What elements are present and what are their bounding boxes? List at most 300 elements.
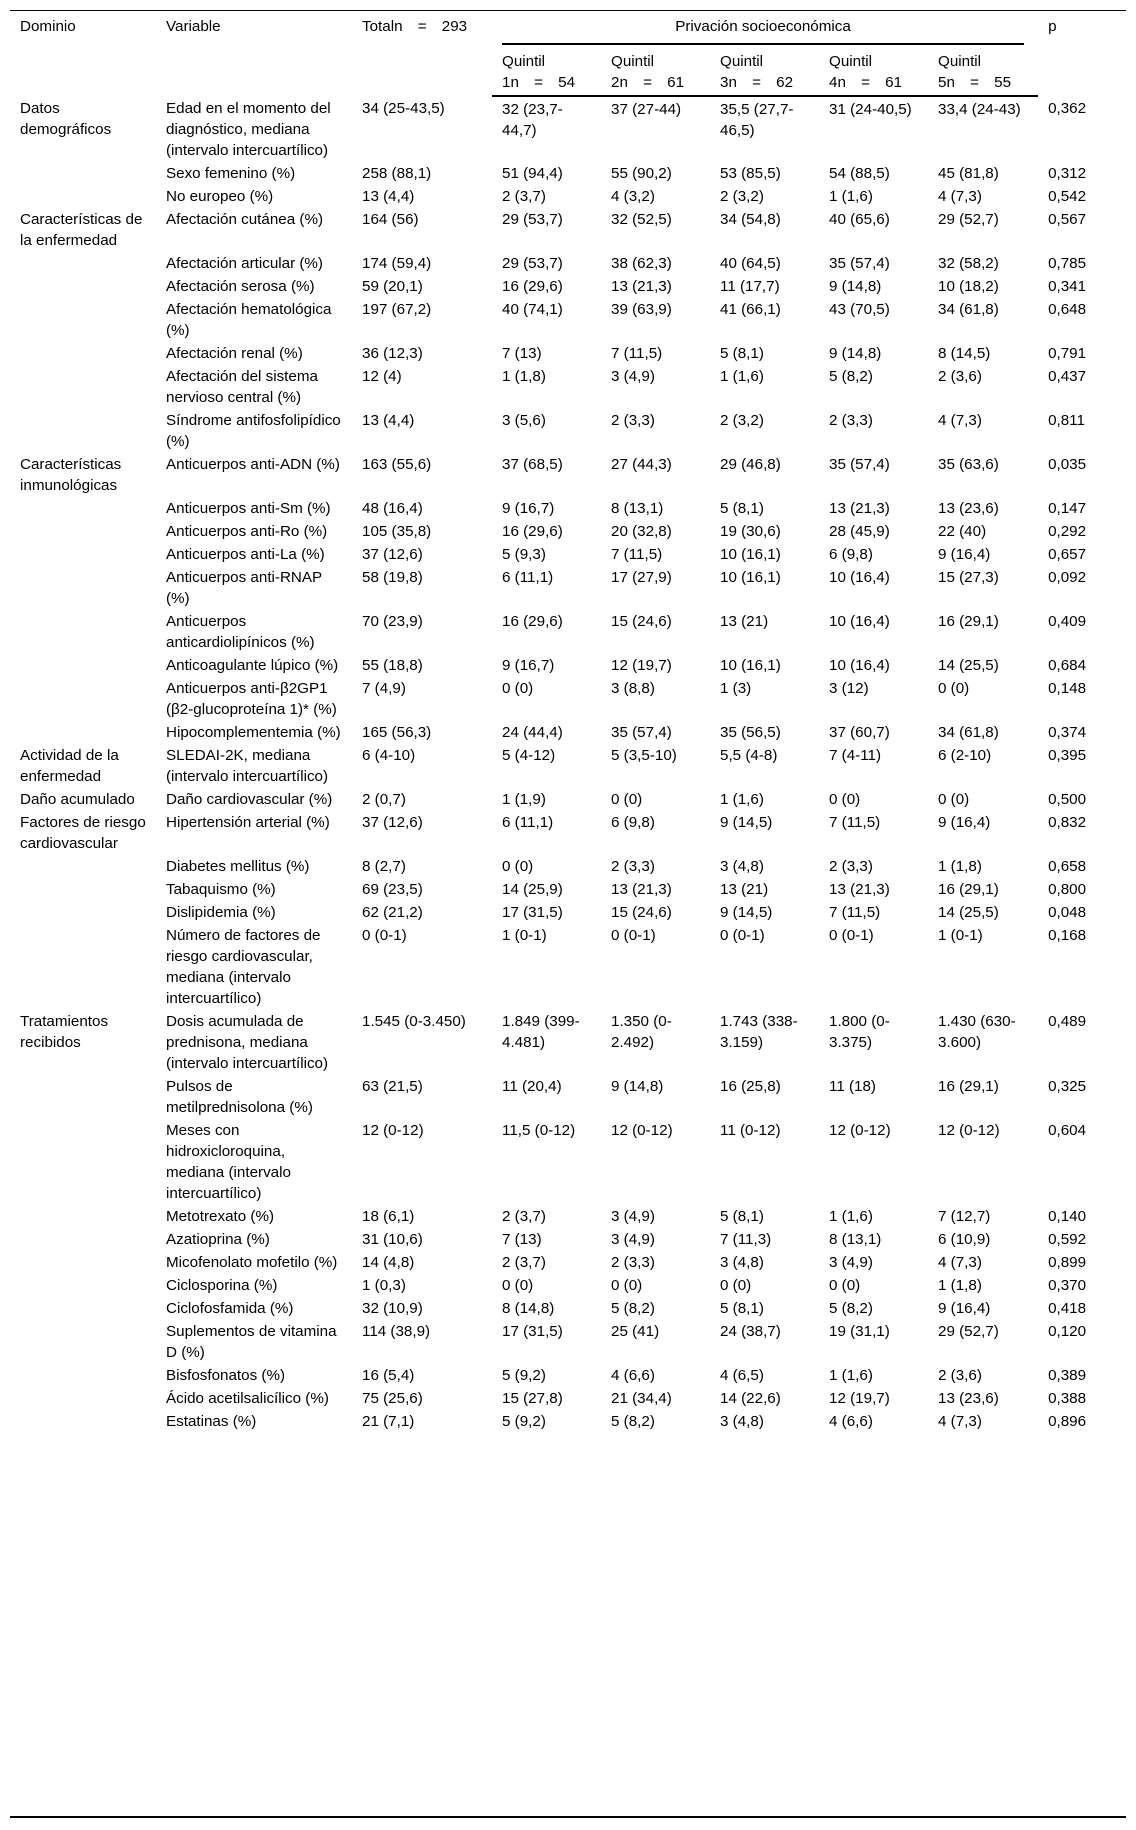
- cell-domain: [10, 410, 156, 454]
- cell-quintil-2: 5 (8,2): [611, 1300, 655, 1317]
- cell-quintil-4: 3 (4,9): [829, 1254, 873, 1271]
- header-quintil-5: Quintil 5n = 55: [928, 49, 1038, 96]
- cell-quintil-2: 0 (0): [611, 1277, 643, 1294]
- cell-total: 13 (4,4): [362, 412, 415, 429]
- cell-p: 0,500: [1048, 791, 1087, 808]
- cell-variable: Azatioprina (%): [166, 1231, 270, 1248]
- cell-quintil-5: 15 (27,3): [938, 569, 999, 586]
- cell-variable: Dislipidemia (%): [166, 904, 276, 921]
- cell-quintil-4: 7 (11,5): [829, 814, 881, 831]
- cell-p: 0,325: [1048, 1078, 1087, 1095]
- cell-domain: Características de la enfermedad: [20, 211, 143, 249]
- cell-quintil-2: 55 (90,2): [611, 165, 672, 182]
- cell-quintil-5: 12 (0-12): [938, 1122, 1000, 1139]
- cell-quintil-4: 1.800 (0-3.375): [829, 1013, 890, 1051]
- cell-variable: Afectación cutánea (%): [166, 211, 324, 228]
- cell-p: 0,604: [1048, 1122, 1087, 1139]
- cell-domain: Actividad de la enfermedad: [20, 747, 119, 785]
- cell-domain: [10, 722, 156, 745]
- cell-quintil-5: 34 (61,8): [938, 301, 999, 318]
- cell-total: 37 (12,6): [362, 814, 423, 831]
- cell-quintil-2: 39 (63,9): [611, 301, 672, 318]
- cell-quintil-1: 1 (1,9): [502, 791, 546, 808]
- cell-quintil-1: 7 (13): [502, 1231, 542, 1248]
- table-row: [10, 96, 1126, 163]
- cell-quintil-2: 5 (3,5-10): [611, 747, 677, 764]
- cell-total: 6 (4-10): [362, 747, 416, 764]
- cell-variable: Suplementos de vitamina D (%): [166, 1323, 337, 1361]
- table-row: [10, 1011, 1126, 1076]
- cell-quintil-1: 32 (23,7-44,7): [502, 101, 563, 139]
- cell-quintil-5: 1 (1,8): [938, 858, 982, 875]
- cell-variable: Diabetes mellitus (%): [166, 858, 310, 875]
- cell-quintil-3: 35,5 (27,7-46,5): [720, 101, 794, 139]
- cell-p: 0,140: [1048, 1208, 1087, 1225]
- cell-quintil-2: 2 (3,3): [611, 1254, 655, 1271]
- cell-p: 0,147: [1048, 500, 1087, 517]
- table-row: [10, 1229, 1126, 1252]
- cell-quintil-4: 2 (3,3): [829, 858, 873, 875]
- table-row: [10, 186, 1126, 209]
- cell-p: 0,362: [1048, 100, 1087, 117]
- header-dominio: Dominio: [20, 18, 76, 35]
- cell-quintil-1: 3 (5,6): [502, 412, 546, 429]
- cell-p: 0,896: [1048, 1413, 1087, 1430]
- cell-quintil-5: 45 (81,8): [938, 165, 999, 182]
- cell-variable: Hipertensión arterial (%): [166, 814, 330, 831]
- cell-quintil-4: 12 (0-12): [829, 1122, 891, 1139]
- cell-quintil-3: 40 (64,5): [720, 255, 781, 272]
- cell-quintil-5: 9 (16,4): [938, 1300, 991, 1317]
- cell-p: 0,312: [1048, 165, 1087, 182]
- header-quintil-2: Quintil 2n = 61: [601, 49, 710, 96]
- cell-quintil-3: 19 (30,6): [720, 523, 781, 540]
- cell-variable: Bisfosfonatos (%): [166, 1367, 286, 1384]
- cell-quintil-4: 31 (24-40,5): [829, 101, 912, 118]
- cell-total: 14 (4,8): [362, 1254, 415, 1271]
- cell-domain: [10, 678, 156, 722]
- cell-domain: [10, 1206, 156, 1229]
- cell-quintil-5: 9 (16,4): [938, 814, 991, 831]
- cell-variable: Sexo femenino (%): [166, 165, 296, 182]
- cell-domain: [10, 856, 156, 879]
- table-row: [10, 722, 1126, 745]
- cell-quintil-3: 29 (46,8): [720, 456, 781, 473]
- cell-quintil-5: 4 (7,3): [938, 1413, 982, 1430]
- cell-domain: [10, 1298, 156, 1321]
- cell-quintil-1: 17 (31,5): [502, 904, 563, 921]
- cell-quintil-4: 19 (31,1): [829, 1323, 890, 1340]
- table-row: [10, 410, 1126, 454]
- cell-quintil-2: 6 (9,8): [611, 814, 655, 831]
- table-bottom-rule: [10, 1816, 1126, 1818]
- cell-quintil-4: 2 (3,3): [829, 412, 873, 429]
- cell-total: 164 (56): [362, 211, 419, 228]
- cell-domain: [10, 567, 156, 611]
- cell-quintil-5: 4 (7,3): [938, 188, 982, 205]
- table-row: [10, 209, 1126, 253]
- cell-quintil-5: 0 (0): [938, 680, 970, 697]
- cell-quintil-3: 16 (25,8): [720, 1078, 781, 1095]
- cell-total: 1 (0,3): [362, 1277, 406, 1294]
- cell-total: 105 (35,8): [362, 523, 432, 540]
- table-row: [10, 343, 1126, 366]
- cell-total: 12 (0-12): [362, 1122, 424, 1139]
- cell-total: 62 (21,2): [362, 904, 423, 921]
- cell-quintil-3: 13 (21): [720, 881, 769, 898]
- cell-domain: [10, 655, 156, 678]
- cell-quintil-1: 17 (31,5): [502, 1323, 563, 1340]
- cell-domain: [10, 925, 156, 1011]
- cell-quintil-5: 13 (23,6): [938, 1390, 999, 1407]
- cell-variable: Anticuerpos anti-La (%): [166, 546, 325, 563]
- cell-quintil-3: 5 (8,1): [720, 1300, 764, 1317]
- cell-quintil-2: 13 (21,3): [611, 881, 672, 898]
- cell-total: 21 (7,1): [362, 1413, 415, 1430]
- data-table: [10, 10, 1126, 1434]
- cell-total: 31 (10,6): [362, 1231, 423, 1248]
- cell-quintil-5: 35 (63,6): [938, 456, 999, 473]
- cell-quintil-4: 28 (45,9): [829, 523, 890, 540]
- cell-quintil-5: 7 (12,7): [938, 1208, 991, 1225]
- cell-total: 37 (12,6): [362, 546, 423, 563]
- cell-domain: [10, 1411, 156, 1434]
- cell-total: 63 (21,5): [362, 1078, 423, 1095]
- cell-quintil-3: 41 (66,1): [720, 301, 781, 318]
- table-row: [10, 1206, 1126, 1229]
- cell-variable: Anticoagulante lúpico (%): [166, 657, 339, 674]
- cell-variable: Edad en el momento del diagnóstico, mediana (intervalo intercuartílico): [166, 100, 331, 159]
- cell-p: 0,370: [1048, 1277, 1087, 1294]
- cell-total: 36 (12,3): [362, 345, 423, 362]
- cell-domain: [10, 1252, 156, 1275]
- cell-quintil-2: 17 (27,9): [611, 569, 672, 586]
- cell-quintil-4: 0 (0): [829, 1277, 861, 1294]
- cell-quintil-2: 15 (24,6): [611, 613, 672, 630]
- cell-domain: [10, 521, 156, 544]
- cell-total: 163 (55,6): [362, 456, 432, 473]
- cell-quintil-1: 0 (0): [502, 858, 534, 875]
- cell-quintil-1: 40 (74,1): [502, 301, 563, 318]
- cell-variable: Anticuerpos anti-Sm (%): [166, 500, 331, 517]
- cell-domain: [10, 1229, 156, 1252]
- cell-domain: Características inmunológicas: [20, 456, 122, 494]
- table-row: [10, 1275, 1126, 1298]
- cell-quintil-5: 2 (3,6): [938, 1367, 982, 1384]
- cell-total: 48 (16,4): [362, 500, 423, 517]
- cell-quintil-4: 13 (21,3): [829, 500, 890, 517]
- cell-quintil-2: 25 (41): [611, 1323, 660, 1340]
- cell-quintil-3: 34 (54,8): [720, 211, 781, 228]
- cell-quintil-2: 20 (32,8): [611, 523, 672, 540]
- table-row: [10, 253, 1126, 276]
- cell-quintil-3: 9 (14,5): [720, 904, 773, 921]
- cell-quintil-1: 51 (94,4): [502, 165, 563, 182]
- cell-quintil-4: 4 (6,6): [829, 1413, 873, 1430]
- cell-domain: [10, 299, 156, 343]
- cell-total: 69 (23,5): [362, 881, 423, 898]
- cell-quintil-5: 14 (25,5): [938, 657, 999, 674]
- cell-quintil-2: 3 (4,9): [611, 1208, 655, 1225]
- cell-quintil-3: 3 (4,8): [720, 1413, 764, 1430]
- cell-quintil-3: 1.743 (338-3.159): [720, 1013, 798, 1051]
- table-row: [10, 1388, 1126, 1411]
- cell-quintil-3: 13 (21): [720, 613, 769, 630]
- cell-quintil-2: 5 (8,2): [611, 1413, 655, 1430]
- table-row: [10, 498, 1126, 521]
- cell-quintil-5: 13 (23,6): [938, 500, 999, 517]
- cell-quintil-1: 24 (44,4): [502, 724, 563, 741]
- header-quintil-4: Quintil 4n = 61: [819, 49, 928, 96]
- cell-domain: [10, 498, 156, 521]
- cell-total: 18 (6,1): [362, 1208, 415, 1225]
- cell-p: 0,395: [1048, 747, 1087, 764]
- cell-domain: [10, 1275, 156, 1298]
- cell-p: 0,388: [1048, 1390, 1087, 1407]
- cell-quintil-5: 16 (29,1): [938, 881, 999, 898]
- cell-domain: [10, 186, 156, 209]
- cell-quintil-2: 4 (6,6): [611, 1367, 655, 1384]
- cell-variable: Meses con hidroxicloroquina, mediana (intervalo intercuartílico): [166, 1122, 291, 1202]
- cell-total: 12 (4): [362, 368, 402, 385]
- cell-quintil-4: 54 (88,5): [829, 165, 890, 182]
- table-row: [10, 521, 1126, 544]
- cell-quintil-1: 5 (9,2): [502, 1367, 546, 1384]
- cell-quintil-2: 4 (3,2): [611, 188, 655, 205]
- cell-quintil-5: 1.430 (630-3.600): [938, 1013, 1016, 1051]
- cell-total: 70 (23,9): [362, 613, 423, 630]
- table-row: [10, 611, 1126, 655]
- cell-p: 0,684: [1048, 657, 1087, 674]
- cell-quintil-3: 7 (11,3): [720, 1231, 772, 1248]
- cell-quintil-2: 1.350 (0-2.492): [611, 1013, 672, 1051]
- cell-variable: Pulsos de metilprednisolona (%): [166, 1078, 313, 1116]
- cell-quintil-1: 2 (3,7): [502, 1254, 546, 1271]
- cell-variable: Afectación hematológica (%): [166, 301, 332, 339]
- cell-total: 114 (38,9): [362, 1323, 431, 1340]
- header-quintil-3: Quintil 3n = 62: [710, 49, 819, 96]
- cell-variable: Afectación serosa (%): [166, 278, 315, 295]
- cell-quintil-4: 13 (21,3): [829, 881, 890, 898]
- cell-quintil-2: 13 (21,3): [611, 278, 672, 295]
- cell-variable: Anticuerpos anti-ADN (%): [166, 456, 340, 473]
- cell-variable: Ciclofosfamida (%): [166, 1300, 294, 1317]
- cell-quintil-4: 8 (13,1): [829, 1231, 882, 1248]
- cell-quintil-2: 0 (0-1): [611, 927, 656, 944]
- cell-quintil-3: 24 (38,7): [720, 1323, 781, 1340]
- cell-quintil-1: 1 (0-1): [502, 927, 547, 944]
- cell-p: 0,542: [1048, 188, 1087, 205]
- cell-p: 0,791: [1048, 345, 1087, 362]
- cell-total: 32 (10,9): [362, 1300, 423, 1317]
- cell-quintil-3: 1 (1,6): [720, 368, 764, 385]
- cell-variable: Tabaquismo (%): [166, 881, 276, 898]
- header-variable: Variable: [166, 18, 221, 35]
- cell-variable: Ciclosporina (%): [166, 1277, 278, 1294]
- cell-quintil-1: 0 (0): [502, 1277, 534, 1294]
- cell-p: 0,811: [1048, 412, 1085, 429]
- cell-quintil-5: 4 (7,3): [938, 1254, 982, 1271]
- table-row: [10, 925, 1126, 1011]
- cell-p: 0,567: [1048, 211, 1087, 228]
- cell-quintil-5: 33,4 (24-43): [938, 101, 1021, 118]
- cell-quintil-3: 4 (6,5): [720, 1367, 764, 1384]
- cell-variable: Micofenolato mofetilo (%): [166, 1254, 338, 1271]
- table-row: [10, 1120, 1126, 1206]
- cell-quintil-1: 1 (1,8): [502, 368, 546, 385]
- cell-quintil-2: 12 (0-12): [611, 1122, 673, 1139]
- cell-p: 0,657: [1048, 546, 1087, 563]
- cell-quintil-1: 0 (0): [502, 680, 534, 697]
- cell-domain: [10, 163, 156, 186]
- cell-quintil-4: 10 (16,4): [829, 657, 890, 674]
- cell-quintil-3: 3 (4,8): [720, 1254, 764, 1271]
- cell-total: 1.545 (0-3.450): [362, 1013, 466, 1030]
- table-row: [10, 454, 1126, 498]
- cell-quintil-5: 29 (52,7): [938, 211, 999, 228]
- table-header: [10, 10, 1126, 96]
- cell-quintil-3: 5 (8,1): [720, 500, 764, 517]
- cell-quintil-5: 1 (0-1): [938, 927, 983, 944]
- cell-quintil-5: 4 (7,3): [938, 412, 982, 429]
- cell-total: 174 (59,4): [362, 255, 432, 272]
- cell-variable: Dosis acumulada de prednisona, mediana (intervalo intercuartílico): [166, 1013, 329, 1072]
- table-row: [10, 276, 1126, 299]
- cell-total: 2 (0,7): [362, 791, 406, 808]
- cell-p: 0,292: [1048, 523, 1087, 540]
- table-row: [10, 789, 1126, 812]
- cell-quintil-3: 0 (0-1): [720, 927, 765, 944]
- cell-quintil-1: 9 (16,7): [502, 500, 555, 517]
- cell-quintil-4: 7 (11,5): [829, 904, 881, 921]
- cell-quintil-5: 22 (40): [938, 523, 987, 540]
- cell-quintil-4: 10 (16,4): [829, 569, 890, 586]
- cell-quintil-1: 11,5 (0-12): [502, 1122, 576, 1139]
- cell-quintil-5: 1 (1,8): [938, 1277, 982, 1294]
- cell-quintil-4: 43 (70,5): [829, 301, 890, 318]
- cell-total: 0 (0-1): [362, 927, 407, 944]
- cell-quintil-2: 0 (0): [611, 791, 643, 808]
- cell-quintil-1: 16 (29,6): [502, 278, 563, 295]
- table-row: [10, 163, 1126, 186]
- cell-quintil-4: 7 (4-11): [829, 747, 882, 764]
- cell-quintil-2: 7 (11,5): [611, 546, 663, 563]
- table-row: [10, 299, 1126, 343]
- cell-p: 0,092: [1048, 569, 1087, 586]
- cell-p: 0,389: [1048, 1367, 1087, 1384]
- cell-quintil-4: 9 (14,8): [829, 345, 882, 362]
- table-row: [10, 1076, 1126, 1120]
- cell-quintil-4: 37 (60,7): [829, 724, 890, 741]
- cell-domain: [10, 1120, 156, 1206]
- cell-quintil-5: 10 (18,2): [938, 278, 999, 295]
- cell-quintil-1: 5 (4-12): [502, 747, 556, 764]
- cell-total: 75 (25,6): [362, 1390, 423, 1407]
- cell-quintil-2: 21 (34,4): [611, 1390, 672, 1407]
- cell-quintil-3: 53 (85,5): [720, 165, 781, 182]
- cell-total: 16 (5,4): [362, 1367, 415, 1384]
- cell-quintil-4: 6 (9,8): [829, 546, 873, 563]
- cell-domain: [10, 1321, 156, 1365]
- cell-quintil-3: 10 (16,1): [720, 569, 781, 586]
- cell-quintil-1: 29 (53,7): [502, 255, 563, 272]
- cell-quintil-2: 2 (3,3): [611, 412, 655, 429]
- header-p: p: [1048, 18, 1057, 35]
- cell-p: 0,418: [1048, 1300, 1087, 1317]
- cell-variable: SLEDAI-2K, mediana (intervalo intercuartílico): [166, 747, 329, 785]
- cell-variable: Afectación del sistema nervioso central (%): [166, 368, 318, 406]
- cell-total: 8 (2,7): [362, 858, 406, 875]
- cell-domain: Daño acumulado: [20, 791, 135, 808]
- cell-total: 258 (88,1): [362, 165, 432, 182]
- cell-domain: Factores de riesgo cardiovascular: [20, 814, 146, 852]
- cell-variable: No europeo (%): [166, 188, 274, 205]
- table-row: [10, 544, 1126, 567]
- cell-quintil-5: 6 (10,9): [938, 1231, 991, 1248]
- cell-p: 0,648: [1048, 301, 1087, 318]
- cell-quintil-2: 3 (8,8): [611, 680, 655, 697]
- table-row: [10, 366, 1126, 410]
- cell-quintil-5: 32 (58,2): [938, 255, 999, 272]
- table-body: [10, 96, 1126, 1434]
- cell-quintil-3: 1 (3): [720, 680, 752, 697]
- cell-domain: [10, 544, 156, 567]
- table-row: [10, 902, 1126, 925]
- cell-quintil-1: 1.849 (399-4.481): [502, 1013, 580, 1051]
- cell-quintil-2: 37 (27-44): [611, 101, 682, 118]
- cell-p: 0,035: [1048, 456, 1087, 473]
- cell-domain: Tratamientos recibidos: [20, 1013, 109, 1051]
- cell-quintil-3: 2 (3,2): [720, 188, 764, 205]
- cell-quintil-2: 35 (57,4): [611, 724, 672, 741]
- cell-quintil-4: 1 (1,6): [829, 1367, 873, 1384]
- table-row: [10, 745, 1126, 789]
- cell-p: 0,168: [1048, 927, 1087, 944]
- cell-quintil-3: 11 (17,7): [720, 278, 780, 295]
- cell-variable: Anticuerpos anti-Ro (%): [166, 523, 328, 540]
- cell-domain: [10, 253, 156, 276]
- cell-p: 0,120: [1048, 1323, 1087, 1340]
- cell-quintil-2: 8 (13,1): [611, 500, 664, 517]
- table-row: [10, 1321, 1126, 1365]
- cell-quintil-4: 12 (19,7): [829, 1390, 890, 1407]
- cell-quintil-4: 0 (0): [829, 791, 861, 808]
- cell-total: 55 (18,8): [362, 657, 423, 674]
- cell-p: 0,832: [1048, 814, 1087, 831]
- cell-p: 0,374: [1048, 724, 1087, 741]
- cell-quintil-4: 1 (1,6): [829, 1208, 873, 1225]
- cell-variable: Anticuerpos anti-β2GP1 (β2-glucoproteína 1)* (%): [166, 680, 337, 718]
- cell-quintil-5: 16 (29,1): [938, 1078, 999, 1095]
- cell-quintil-4: 35 (57,4): [829, 255, 890, 272]
- cell-quintil-5: 6 (2-10): [938, 747, 992, 764]
- cell-variable: Anticuerpos anticardiolipínicos (%): [166, 613, 315, 651]
- cell-quintil-4: 35 (57,4): [829, 456, 890, 473]
- cell-quintil-3: 35 (56,5): [720, 724, 781, 741]
- cell-p: 0,658: [1048, 858, 1087, 875]
- cell-quintil-1: 5 (9,3): [502, 546, 546, 563]
- header-quintil-1: Quintil 1n = 54: [492, 49, 601, 96]
- cell-p: 0,437: [1048, 368, 1087, 385]
- cell-total: 58 (19,8): [362, 569, 423, 586]
- cell-domain: [10, 611, 156, 655]
- cell-quintil-2: 12 (19,7): [611, 657, 672, 674]
- cell-quintil-4: 9 (14,8): [829, 278, 882, 295]
- cell-domain: [10, 902, 156, 925]
- table-row: [10, 655, 1126, 678]
- cell-quintil-3: 11 (0-12): [720, 1122, 781, 1139]
- cell-quintil-5: 29 (52,7): [938, 1323, 999, 1340]
